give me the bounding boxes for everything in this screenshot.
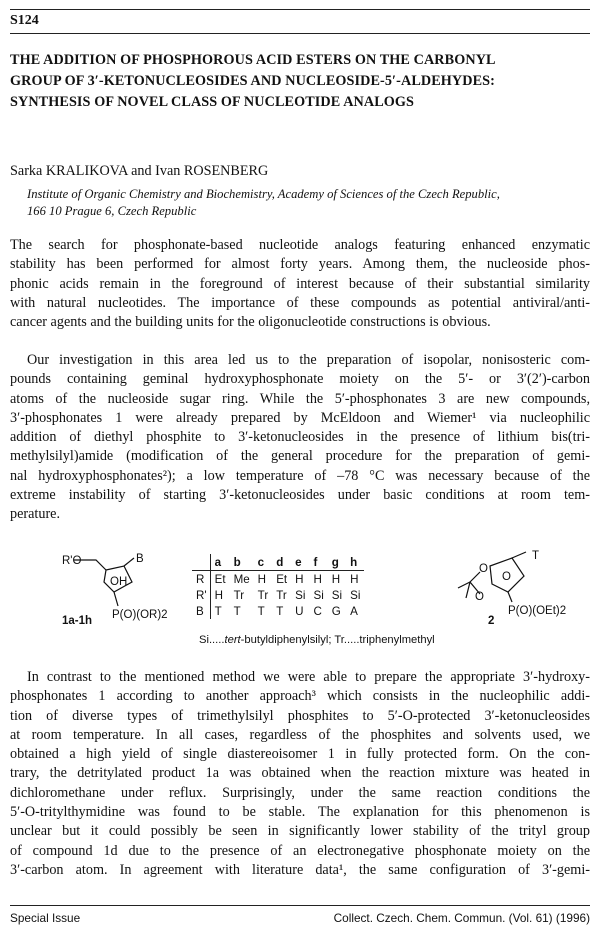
text-line: cancer agents and the building units for the oligonucleotide constructions is obvious. xyxy=(10,314,491,331)
text-line: 3′-phosphonates 1 were already prepared by McEldoon and Wiemer¹ via nucleophilic xyxy=(10,409,590,426)
text-line: obtained a high yield of single diastereoisomer 1 in fully protected form. On the con- xyxy=(10,746,590,763)
text-line: pounds containing geminal hydroxyphosphonate moiety on the 5′- or 3′(2′)-carbon xyxy=(10,371,590,388)
figure-legend xyxy=(199,634,435,646)
text-line: The search for phosphonate-based nucleotide analogs featuring enhanced enzymatic xyxy=(10,237,590,253)
table-header-row xyxy=(192,554,364,571)
text-line: phosphonates 1 according to another approach³ which consists in the nucleophilic addi- xyxy=(10,688,590,705)
text-line: phonic acids remain in the foreground of interest because of their substantial similarity xyxy=(10,275,590,292)
column-header: f xyxy=(309,554,327,571)
column-header: c xyxy=(254,554,273,571)
affiliation-line: Institute of Organic Chemistry and Biochemistry, Academy of Sciences of the Czech Republic, xyxy=(27,187,500,201)
table-cell: Et xyxy=(276,572,288,586)
legend-si: Si..... xyxy=(199,634,225,646)
table-corner xyxy=(192,554,210,571)
text-line: perature. xyxy=(10,506,61,523)
legend-tert: tert xyxy=(224,634,241,646)
column-header: b xyxy=(230,554,254,571)
compound-2-phosphonate: P(O)(OEt)2 xyxy=(508,605,567,617)
table-cell: U xyxy=(295,604,304,618)
reaction-scheme xyxy=(50,548,590,656)
page xyxy=(10,0,590,936)
substituent-table xyxy=(192,554,364,619)
text-line: methylsilyl)amide (modification of the general procedure for the preparation of gemi- xyxy=(10,448,590,465)
compound-1-ro: R'O xyxy=(62,555,82,567)
table-cell: Si xyxy=(313,588,324,602)
affiliation-line: 166 10 Prague 6, Czech Republic xyxy=(27,204,197,218)
compound-1-base: B xyxy=(136,553,144,565)
table-cell: Tr xyxy=(276,588,287,602)
paragraph-intro xyxy=(10,236,590,332)
column-header: e xyxy=(291,554,309,571)
compound-1-phosphonate: P(O)(OR)2 xyxy=(112,609,168,621)
top-rule xyxy=(10,9,590,10)
compound-2-ring-o: O xyxy=(479,563,488,575)
paragraph-investigation xyxy=(10,351,590,525)
table-cell: Tr xyxy=(257,588,269,602)
table-cell: G xyxy=(331,604,341,618)
table-row xyxy=(192,603,364,619)
row-header: R' xyxy=(192,587,210,603)
text-line: stability has been performed for almost forty years. Among them, the nucleoside phos- xyxy=(10,256,590,273)
text-line: trary, the detritylated product 1a was obtained when the reaction mixture was heated in xyxy=(10,765,590,782)
text-line: dichloromethane under reflux. Surprisingly, under the same reaction conditions the xyxy=(10,784,590,801)
table-cell: A xyxy=(350,604,358,618)
authors: Sarka KRALIKOVA and Ivan ROSENBERG xyxy=(10,163,269,179)
affiliation xyxy=(27,186,500,220)
text-line: Our investigation in this area led us to the preparation of isopolar, nonisosteric com- xyxy=(27,352,590,368)
table-cell: T xyxy=(257,604,265,618)
footer-citation: Collect. Czech. Chem. Commun. (Vol. 61) (1996) xyxy=(333,911,590,925)
column-header: a xyxy=(210,554,229,571)
column-header: h xyxy=(346,554,364,571)
table-cell: Me xyxy=(233,572,250,586)
column-header: d xyxy=(272,554,291,571)
table-row xyxy=(192,571,364,588)
text-line: at room temperature. In all cases, regardless of the phosphites and solvents used, we xyxy=(10,726,590,743)
compound-2-ring-o: O xyxy=(475,591,484,603)
column-header: g xyxy=(328,554,346,571)
text-line: unclear but it could possibly be seen in significantly lower stability of the trityl group xyxy=(10,823,590,840)
table-cell: C xyxy=(313,604,322,618)
legend-rest: -butyldiphenylsilyl; Tr.....triphenylmethyl xyxy=(240,634,435,646)
table-cell: H xyxy=(350,572,359,586)
article-title xyxy=(10,50,590,113)
title-line: THE ADDITION OF PHOSPHOROUS ACID ESTERS ON THE CARBONYL xyxy=(10,52,496,68)
table-cell: H xyxy=(331,572,341,586)
text-line: addition of diethyl phosphite to 3′-ketonucleosides in the presence of lithium bis(tri- xyxy=(10,429,590,446)
footer-rule xyxy=(10,905,590,906)
table-cell: Tr xyxy=(233,588,245,602)
compound-1-oh: OH xyxy=(110,576,128,588)
paragraph-results xyxy=(10,668,590,880)
title-line: GROUP OF 3′-KETONUCLEOSIDES AND NUCLEOSIDE-5′-ALDEHYDES: xyxy=(10,73,495,89)
compound-2-ring-o: O xyxy=(502,571,511,583)
text-line: of compound 1d due to the presence of an electronegative phosphonate moiety on the xyxy=(10,842,590,859)
table-cell: Et xyxy=(214,572,226,586)
table-cell: H xyxy=(257,572,267,586)
compound-1-label: 1a-1h xyxy=(62,615,93,627)
table-cell: T xyxy=(276,604,284,618)
page-id: S124 xyxy=(10,13,39,28)
compound-2-base: T xyxy=(532,550,540,562)
text-line: extreme instability of starting 3′-ketonucleosides under basic conditions at room tem- xyxy=(10,487,590,504)
footer-issue: Special Issue xyxy=(10,911,81,925)
text-line: 5′-O-tritylthymidine was found to be stable. The explanation for this phenomenon is xyxy=(10,804,590,821)
table-cell: H xyxy=(214,588,223,602)
table-cell: H xyxy=(295,572,304,586)
table-cell: H xyxy=(313,572,322,586)
text-line: 3′-carbon atom. In agreement with literature data¹, the same configuration of 3′-gemi- xyxy=(10,861,590,878)
table-cell: T xyxy=(214,604,222,618)
header-rule xyxy=(10,33,590,34)
row-header: B xyxy=(192,603,210,619)
table-cell: Si xyxy=(350,588,361,602)
table-cell: Si xyxy=(331,588,343,602)
text-line: tion of diverse types of trimethylsilyl phosphites to 5′-O-protected 3′-ketonucleosides xyxy=(10,707,590,724)
text-line: atoms of the nucleoside sugar ring. While the 5′-phosphonates 3 are new compounds, xyxy=(10,390,590,407)
compound-2-ring xyxy=(458,552,526,602)
table-cell: Si xyxy=(295,588,306,602)
compound-2-label: 2 xyxy=(488,615,495,627)
table-cell: T xyxy=(233,604,241,618)
row-header: R xyxy=(192,571,210,588)
table-row xyxy=(192,587,364,603)
text-line: nal hydroxyphosphonates²); a low temperature of –78 °C was necessary because of the xyxy=(10,467,590,484)
text-line: with natural nucleotides. The importance of these compounds as potential antiviral/anti- xyxy=(10,294,590,311)
title-line: SYNTHESIS OF NOVEL CLASS OF NUCLEOTIDE ANALOGS xyxy=(10,94,415,110)
text-line: In contrast to the mentioned method we were able to prepare the appropriate 3′-hydroxy- xyxy=(27,669,590,685)
